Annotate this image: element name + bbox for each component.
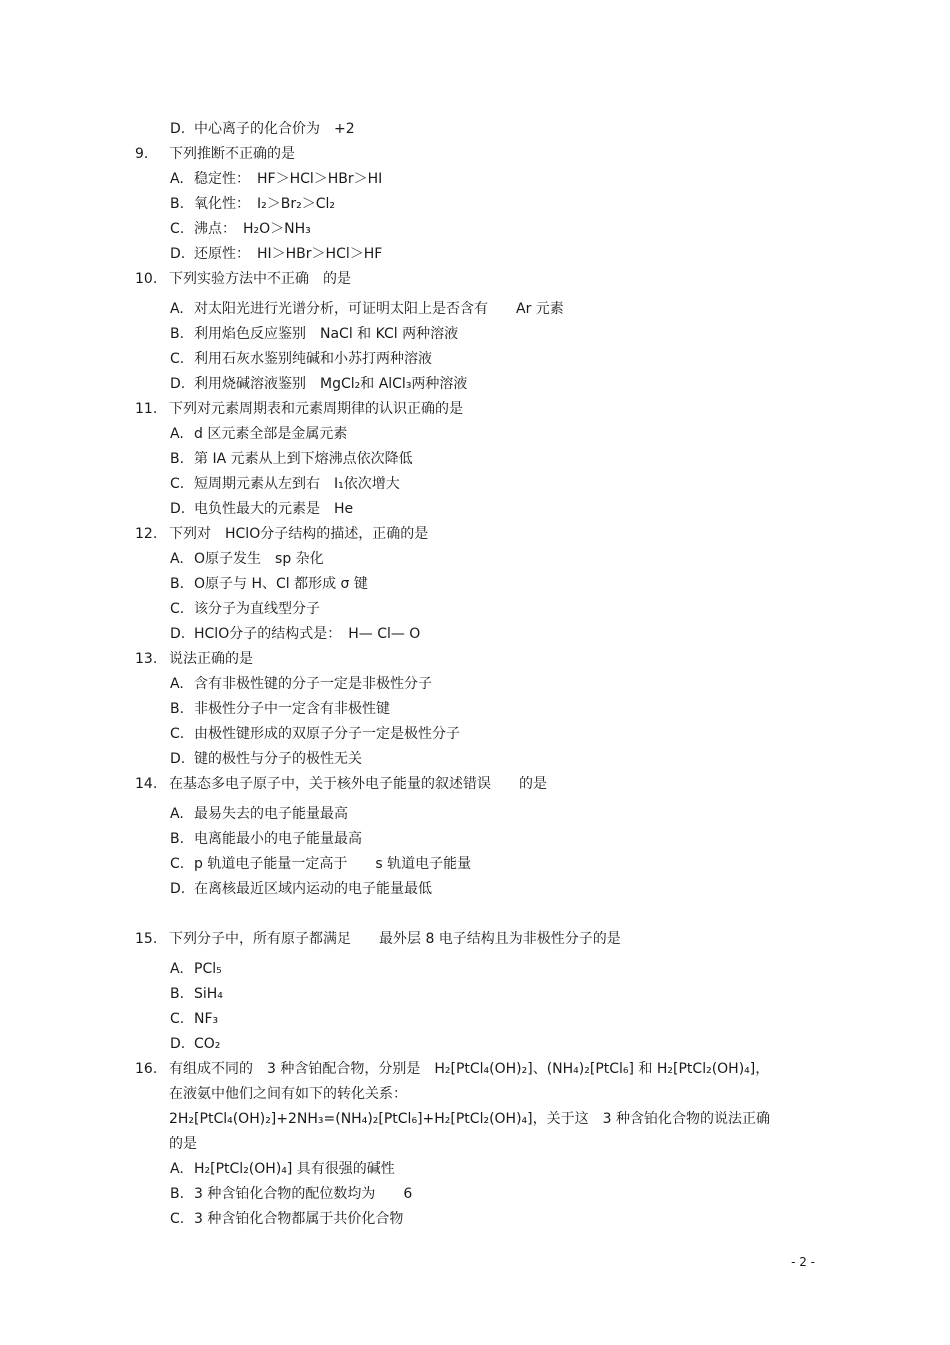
option-label: C. xyxy=(170,1211,185,1227)
option-14D xyxy=(170,880,432,898)
option-label: D. xyxy=(170,501,186,517)
question-16-continuation: 的是 xyxy=(169,1136,197,1152)
option-text: 氧化性： I₂＞Br₂＞Cl₂ xyxy=(194,196,335,212)
question-14 xyxy=(135,775,547,793)
option-12A xyxy=(170,550,324,568)
option-label: D. xyxy=(170,246,186,262)
question-stem: 说法正确的是 xyxy=(169,651,253,667)
option-label: B. xyxy=(170,831,185,847)
option-text: 由极性键形成的双原子分子一定是极性分子 xyxy=(194,726,460,742)
option-text: 利用石灰水鉴别纯碱和小苏打两种溶液 xyxy=(194,351,432,367)
question-9 xyxy=(135,145,295,163)
option-label: A. xyxy=(170,171,184,187)
option-14A xyxy=(170,805,348,823)
option-10B xyxy=(170,325,458,343)
option-text: 在离核最近区域内运动的电子能量最低 xyxy=(194,881,432,897)
option-11B xyxy=(170,450,413,468)
option-label: B. xyxy=(170,196,185,212)
option-label: A. xyxy=(170,426,184,442)
option-12C xyxy=(170,600,320,618)
option-label: A. xyxy=(170,961,184,977)
option-12D xyxy=(170,625,420,643)
option-16A xyxy=(170,1160,395,1178)
option-label: A. xyxy=(170,301,184,317)
question-12 xyxy=(135,525,428,543)
question-number: 10. xyxy=(135,271,158,287)
option-label: C. xyxy=(170,221,185,237)
option-14B xyxy=(170,830,362,848)
option-label: A. xyxy=(170,676,184,692)
question-stem: 下列对 HClO分子结构的描述，正确的是 xyxy=(169,526,429,542)
option-14C xyxy=(170,855,471,873)
option-label: B. xyxy=(170,986,185,1002)
option-label: D. xyxy=(170,121,186,137)
option-label: B. xyxy=(170,576,185,592)
question-number: 11. xyxy=(135,401,158,417)
option-9A xyxy=(170,170,382,188)
question-number: 14. xyxy=(135,776,158,792)
option-text: 电离能最小的电子能量最高 xyxy=(194,831,362,847)
option-label: C. xyxy=(170,726,185,742)
option-text: 中心离子的化合价为 +2 xyxy=(194,121,355,137)
option-12B xyxy=(170,575,368,593)
option-label: D. xyxy=(170,1036,186,1052)
option-text: H₂[PtCl₂(OH)₄] 具有很强的碱性 xyxy=(194,1161,395,1177)
option-15D xyxy=(170,1035,220,1053)
option-label: A. xyxy=(170,806,184,822)
option-13A xyxy=(170,675,432,693)
option-8D xyxy=(170,120,355,138)
option-10A xyxy=(170,300,564,318)
question-number: 13. xyxy=(135,651,158,667)
option-label: A. xyxy=(170,1161,184,1177)
option-label: D. xyxy=(170,376,186,392)
option-label: D. xyxy=(170,626,186,642)
option-9D xyxy=(170,245,382,263)
question-number: 9. xyxy=(135,146,149,162)
option-text: d 区元素全部是金属元素 xyxy=(194,426,348,442)
page-number: - 2 - xyxy=(791,1255,815,1269)
question-stem: 有组成不同的 3 种含铂配合物，分别是 H₂[PtCl₄(OH)₂]、(NH₄)₂[PtCl₆] 和 H₂[PtCl₂(OH)₄]， xyxy=(169,1061,770,1077)
option-text: 利用焰色反应鉴别 NaCl 和 KCl 两种溶液 xyxy=(194,326,459,342)
option-label: C. xyxy=(170,351,185,367)
option-label: C. xyxy=(170,1011,185,1027)
question-stem: 下列分子中，所有原子都满足 最外层 8 电子结构且为非极性分子的是 xyxy=(169,931,621,947)
option-text: NF₃ xyxy=(194,1011,219,1027)
option-label: C. xyxy=(170,856,185,872)
option-label: B. xyxy=(170,1186,185,1202)
option-text: 最易失去的电子能量最高 xyxy=(194,806,348,822)
option-11C xyxy=(170,475,400,493)
option-text: 电负性最大的元素是 He xyxy=(194,501,354,517)
option-text: 还原性： HI＞HBr＞HCl＞HF xyxy=(194,246,383,262)
question-16-continuation: 在液氨中他们之间有如下的转化关系： xyxy=(169,1086,407,1102)
option-11A xyxy=(170,425,347,443)
option-text: 稳定性： HF＞HCl＞HBr＞HI xyxy=(194,171,383,187)
option-text: 对太阳光进行光谱分析，可证明太阳上是否含有 Ar 元素 xyxy=(194,301,564,317)
option-10D xyxy=(170,375,467,393)
option-15A xyxy=(170,960,222,978)
option-label: B. xyxy=(170,701,185,717)
question-number: 15. xyxy=(135,931,158,947)
option-text: 非极性分子中一定含有非极性键 xyxy=(194,701,390,717)
option-16B xyxy=(170,1185,412,1203)
option-label: D. xyxy=(170,751,186,767)
option-13D xyxy=(170,750,362,768)
option-15B xyxy=(170,985,223,1003)
question-stem: 下列对元素周期表和元素周期律的认识正确的是 xyxy=(169,401,463,417)
option-text: HClO分子的结构式是： H— Cl— O xyxy=(194,626,421,642)
option-9C xyxy=(170,220,311,238)
option-text: 第 IA 元素从上到下熔沸点依次降低 xyxy=(194,451,413,467)
question-number: 16. xyxy=(135,1061,158,1077)
question-13 xyxy=(135,650,253,668)
option-13C xyxy=(170,725,460,743)
option-15C xyxy=(170,1010,218,1028)
option-text: 沸点： H₂O＞NH₃ xyxy=(194,221,311,237)
option-label: C. xyxy=(170,476,185,492)
question-stem: 下列推断不正确的是 xyxy=(169,146,295,162)
option-label: D. xyxy=(170,881,186,897)
option-10C xyxy=(170,350,432,368)
question-stem: 下列实验方法中不正确 的是 xyxy=(169,271,351,287)
option-label: B. xyxy=(170,326,185,342)
question-16 xyxy=(135,1060,769,1078)
option-label: B. xyxy=(170,451,185,467)
question-11 xyxy=(135,400,463,418)
question-15 xyxy=(135,930,621,948)
option-text: p 轨道电子能量一定高于 s 轨道电子能量 xyxy=(194,856,472,872)
option-text: 该分子为直线型分子 xyxy=(194,601,320,617)
option-text: 利用烧碱溶液鉴别 MgCl₂和 AlCl₃两种溶液 xyxy=(194,376,468,392)
option-label: C. xyxy=(170,601,185,617)
option-9B xyxy=(170,195,335,213)
option-16C xyxy=(170,1210,403,1228)
option-text: 3 种含铂化合物的配位数均为 6 xyxy=(194,1186,413,1202)
option-text: O原子与 H、Cl 都形成 σ 键 xyxy=(194,576,368,592)
option-text: SiH₄ xyxy=(194,986,223,1002)
question-stem: 在基态多电子原子中，关于核外电子能量的叙述错误 的是 xyxy=(169,776,547,792)
question-10 xyxy=(135,270,351,288)
question-number: 12. xyxy=(135,526,158,542)
option-text: PCl₅ xyxy=(194,961,222,977)
option-13B xyxy=(170,700,390,718)
option-text: 3 种含铂化合物都属于共价化合物 xyxy=(194,1211,404,1227)
option-text: 短周期元素从左到右 I₁依次增大 xyxy=(194,476,400,492)
option-label: A. xyxy=(170,551,184,567)
option-text: 键的极性与分子的极性无关 xyxy=(194,751,362,767)
option-11D xyxy=(170,500,353,518)
question-16-equation: 2H₂[PtCl₄(OH)₂]+2NH₃=(NH₄)₂[PtCl₆]+H₂[PtCl₂(OH)₄]，关于这 3 种含铂化合物的说法正确 xyxy=(169,1111,770,1127)
option-text: 含有非极性键的分子一定是非极性分子 xyxy=(194,676,432,692)
option-text: O原子发生 sp 杂化 xyxy=(194,551,324,567)
option-text: CO₂ xyxy=(194,1036,221,1052)
